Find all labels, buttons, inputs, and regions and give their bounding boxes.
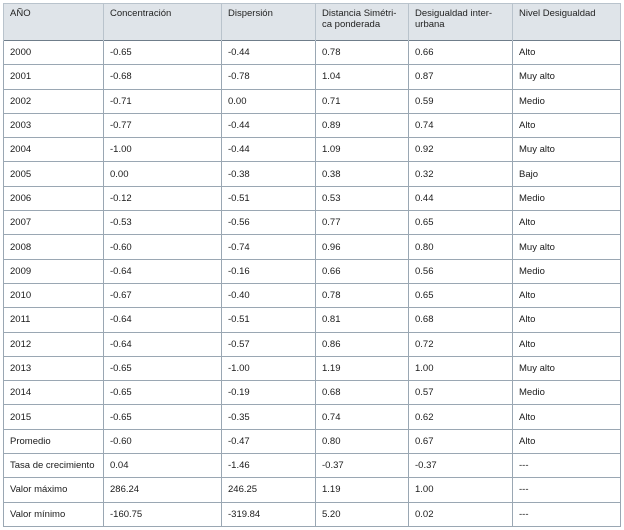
distancia-cell: 1.09 — [316, 138, 409, 162]
desigualdad-cell: 0.32 — [409, 162, 513, 186]
desigualdad-cell: 0.65 — [409, 283, 513, 307]
distancia-cell: 0.53 — [316, 186, 409, 210]
year-cell: 2008 — [4, 235, 104, 259]
year-cell: Tasa de crecimiento — [4, 454, 104, 478]
year-cell: 2013 — [4, 356, 104, 380]
table-row — [4, 113, 621, 137]
desigualdad-cell: 0.67 — [409, 429, 513, 453]
dispersion-cell: 0.00 — [222, 89, 316, 113]
distancia-cell: 0.78 — [316, 283, 409, 307]
desigualdad-cell: 0.74 — [409, 113, 513, 137]
table-row — [4, 454, 621, 478]
nivel-cell: Medio — [513, 259, 621, 283]
desigualdad-cell: -0.37 — [409, 454, 513, 478]
table-row — [4, 89, 621, 113]
dispersion-cell: -0.44 — [222, 138, 316, 162]
desigualdad-cell: 0.02 — [409, 502, 513, 526]
year-cell: Valor máximo — [4, 478, 104, 502]
year-cell: 2015 — [4, 405, 104, 429]
concentracion-cell: -0.53 — [104, 211, 222, 235]
table-body — [4, 41, 621, 527]
dispersion-cell: -0.38 — [222, 162, 316, 186]
dispersion-cell: -0.74 — [222, 235, 316, 259]
header-nivel: Nivel Desigualdad — [513, 4, 621, 41]
desigualdad-cell: 0.56 — [409, 259, 513, 283]
table-row — [4, 283, 621, 307]
dispersion-cell: -0.57 — [222, 332, 316, 356]
dispersion-cell: -0.56 — [222, 211, 316, 235]
table-row — [4, 41, 621, 65]
concentracion-cell: -0.65 — [104, 356, 222, 380]
dispersion-cell: 246.25 — [222, 478, 316, 502]
table-row — [4, 259, 621, 283]
header-row — [4, 4, 621, 41]
concentracion-cell: -0.64 — [104, 259, 222, 283]
dispersion-cell: -0.44 — [222, 41, 316, 65]
distancia-cell: 0.78 — [316, 41, 409, 65]
concentracion-cell: -0.64 — [104, 308, 222, 332]
distancia-cell: 0.81 — [316, 308, 409, 332]
desigualdad-cell: 0.59 — [409, 89, 513, 113]
table-row — [4, 478, 621, 502]
table-row — [4, 186, 621, 210]
nivel-cell: Bajo — [513, 162, 621, 186]
distancia-cell: 0.89 — [316, 113, 409, 137]
table-row — [4, 332, 621, 356]
year-cell: 2003 — [4, 113, 104, 137]
distancia-cell: 0.71 — [316, 89, 409, 113]
desigualdad-cell: 0.68 — [409, 308, 513, 332]
header-distancia: Distancia Simétri-ca ponderada — [316, 4, 409, 41]
desigualdad-cell: 0.92 — [409, 138, 513, 162]
desigualdad-cell: 0.65 — [409, 211, 513, 235]
distancia-cell: 1.19 — [316, 478, 409, 502]
dispersion-cell: -0.78 — [222, 65, 316, 89]
distancia-cell: 0.77 — [316, 211, 409, 235]
nivel-cell: Alto — [513, 405, 621, 429]
nivel-cell: Alto — [513, 41, 621, 65]
data-table-container — [3, 3, 620, 527]
year-cell: 2007 — [4, 211, 104, 235]
table-row — [4, 308, 621, 332]
dispersion-cell: -0.44 — [222, 113, 316, 137]
desigualdad-cell: 0.57 — [409, 381, 513, 405]
dispersion-cell: -0.40 — [222, 283, 316, 307]
concentracion-cell: 286.24 — [104, 478, 222, 502]
distancia-cell: 5.20 — [316, 502, 409, 526]
nivel-cell: Alto — [513, 332, 621, 356]
header-dispersion: Dispersión — [222, 4, 316, 41]
dispersion-cell: -1.00 — [222, 356, 316, 380]
year-cell: 2012 — [4, 332, 104, 356]
year-cell: 2014 — [4, 381, 104, 405]
distancia-cell: 0.66 — [316, 259, 409, 283]
dispersion-cell: -1.46 — [222, 454, 316, 478]
concentracion-cell: -0.65 — [104, 405, 222, 429]
concentracion-cell: -0.60 — [104, 235, 222, 259]
dispersion-cell: -0.47 — [222, 429, 316, 453]
table-row — [4, 65, 621, 89]
table-row — [4, 405, 621, 429]
nivel-cell: Alto — [513, 308, 621, 332]
desigualdad-cell: 0.80 — [409, 235, 513, 259]
distancia-cell: 0.38 — [316, 162, 409, 186]
year-cell: 2004 — [4, 138, 104, 162]
dispersion-cell: -0.19 — [222, 381, 316, 405]
nivel-cell: Alto — [513, 283, 621, 307]
concentracion-cell: 0.04 — [104, 454, 222, 478]
distancia-cell: -0.37 — [316, 454, 409, 478]
table-row — [4, 138, 621, 162]
concentracion-cell: -0.67 — [104, 283, 222, 307]
concentracion-cell: -0.65 — [104, 41, 222, 65]
concentracion-cell: -0.71 — [104, 89, 222, 113]
table-row — [4, 162, 621, 186]
inequality-table — [3, 3, 621, 527]
header-year: AÑO — [4, 4, 104, 41]
header-desigualdad: Desigualdad inter-urbana — [409, 4, 513, 41]
nivel-cell: --- — [513, 478, 621, 502]
nivel-cell: Alto — [513, 211, 621, 235]
distancia-cell: 0.74 — [316, 405, 409, 429]
desigualdad-cell: 0.66 — [409, 41, 513, 65]
dispersion-cell: -0.35 — [222, 405, 316, 429]
table-row — [4, 502, 621, 526]
table-row — [4, 356, 621, 380]
table-row — [4, 235, 621, 259]
nivel-cell: --- — [513, 502, 621, 526]
year-cell: 2005 — [4, 162, 104, 186]
year-cell: 2011 — [4, 308, 104, 332]
distancia-cell: 0.68 — [316, 381, 409, 405]
header-concentracion: Concentración — [104, 4, 222, 41]
desigualdad-cell: 0.44 — [409, 186, 513, 210]
nivel-cell: Medio — [513, 381, 621, 405]
nivel-cell: Alto — [513, 429, 621, 453]
dispersion-cell: -0.51 — [222, 186, 316, 210]
year-cell: 2001 — [4, 65, 104, 89]
distancia-cell: 1.04 — [316, 65, 409, 89]
year-cell: 2006 — [4, 186, 104, 210]
concentracion-cell: -1.00 — [104, 138, 222, 162]
concentracion-cell: -0.12 — [104, 186, 222, 210]
year-cell: Valor mínimo — [4, 502, 104, 526]
dispersion-cell: -0.16 — [222, 259, 316, 283]
nivel-cell: Alto — [513, 113, 621, 137]
desigualdad-cell: 0.62 — [409, 405, 513, 429]
desigualdad-cell: 0.87 — [409, 65, 513, 89]
concentracion-cell: -0.77 — [104, 113, 222, 137]
desigualdad-cell: 1.00 — [409, 356, 513, 380]
table-row — [4, 429, 621, 453]
desigualdad-cell: 1.00 — [409, 478, 513, 502]
dispersion-cell: -319.84 — [222, 502, 316, 526]
nivel-cell: --- — [513, 454, 621, 478]
year-cell: 2002 — [4, 89, 104, 113]
nivel-cell: Muy alto — [513, 356, 621, 380]
concentracion-cell: -0.64 — [104, 332, 222, 356]
concentracion-cell: -0.68 — [104, 65, 222, 89]
nivel-cell: Muy alto — [513, 235, 621, 259]
year-cell: 2009 — [4, 259, 104, 283]
year-cell: 2010 — [4, 283, 104, 307]
distancia-cell: 0.80 — [316, 429, 409, 453]
concentracion-cell: 0.00 — [104, 162, 222, 186]
distancia-cell: 1.19 — [316, 356, 409, 380]
concentracion-cell: -160.75 — [104, 502, 222, 526]
year-cell: Promedio — [4, 429, 104, 453]
desigualdad-cell: 0.72 — [409, 332, 513, 356]
distancia-cell: 0.86 — [316, 332, 409, 356]
nivel-cell: Muy alto — [513, 65, 621, 89]
nivel-cell: Medio — [513, 186, 621, 210]
year-cell: 2000 — [4, 41, 104, 65]
dispersion-cell: -0.51 — [222, 308, 316, 332]
distancia-cell: 0.96 — [316, 235, 409, 259]
concentracion-cell: -0.65 — [104, 381, 222, 405]
nivel-cell: Muy alto — [513, 138, 621, 162]
table-row — [4, 211, 621, 235]
nivel-cell: Medio — [513, 89, 621, 113]
table-row — [4, 381, 621, 405]
concentracion-cell: -0.60 — [104, 429, 222, 453]
